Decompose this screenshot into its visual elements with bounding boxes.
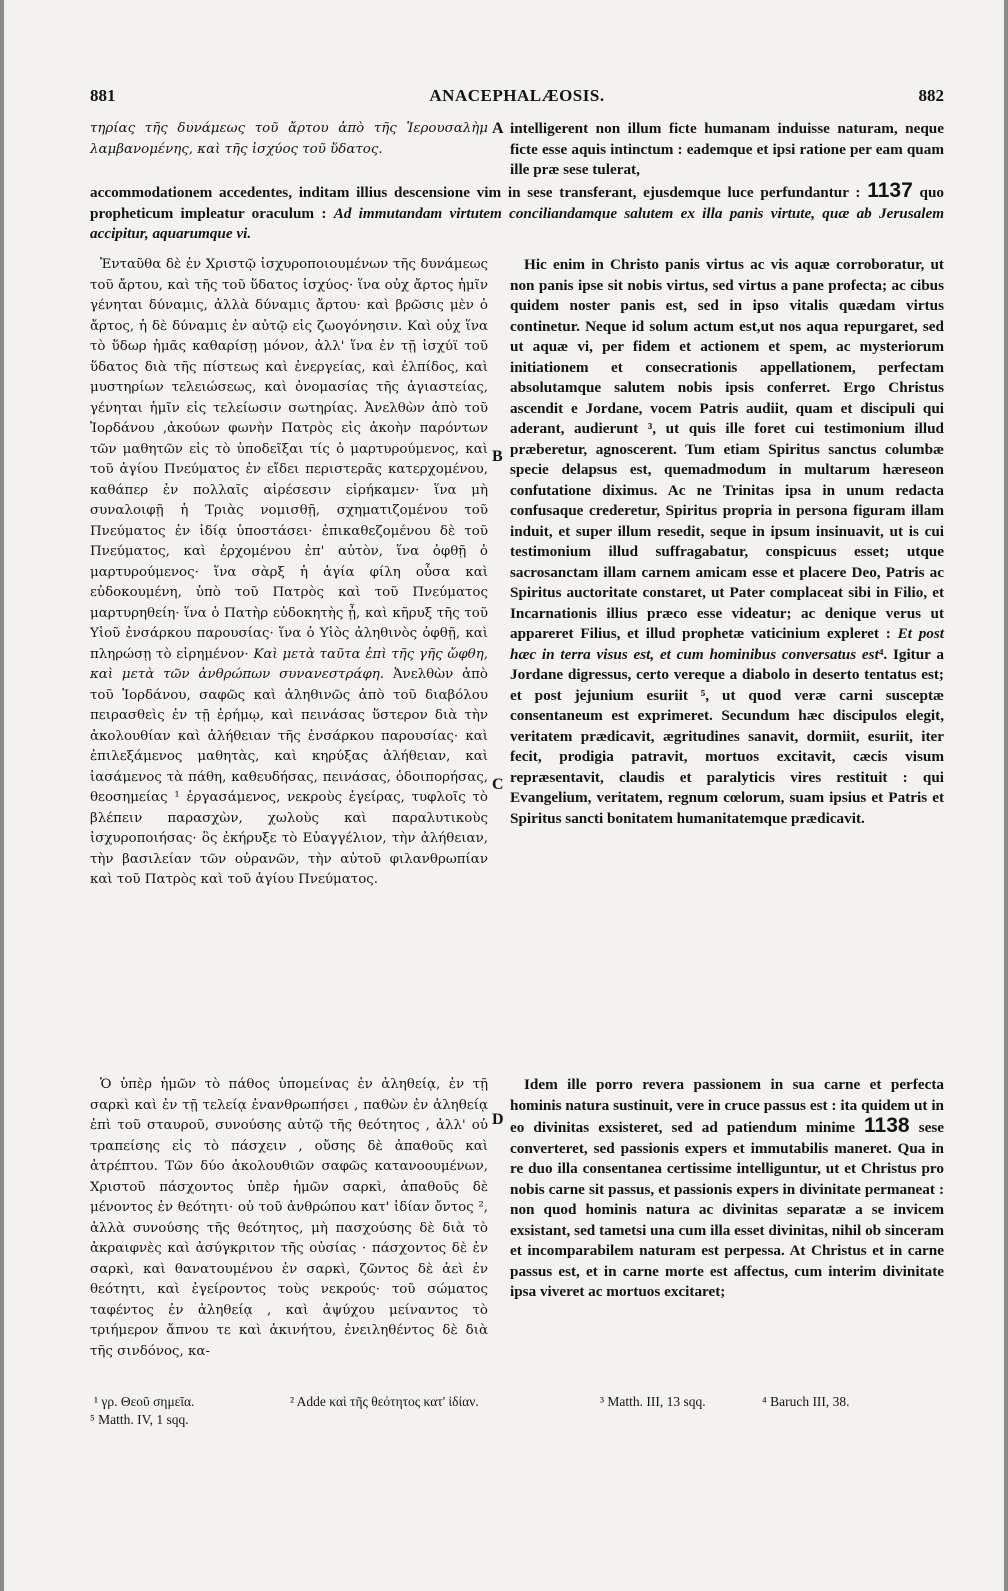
page-number-right: 882 bbox=[918, 86, 944, 105]
greek-paragraph-1 bbox=[90, 255, 488, 891]
full-width-paragraph bbox=[90, 181, 944, 245]
latin-paragraph-2-text: Idem ille porro revera passionem in sua carne et perfecta hominis natura sustinuit, vere in cruce passus est : ita quidem ut in eo divinitas exsisteret, sed ad patiendum minime bbox=[510, 1076, 944, 1136]
footnote-ref-4: ⁴ bbox=[878, 645, 884, 663]
greek-paragraph-2 bbox=[90, 1075, 488, 1362]
page-number-left: 881 bbox=[90, 86, 116, 105]
greek-paragraph-1-cont: Ἀνελθὼν ἀπὸ τοῦ Ἰορδάνου, σαφῶς καὶ ἀληθινῶς ἀπὸ τοῦ διαβόλου πειρασθεὶς ἐν τῇ ἐρήμῳ, καὶ πεινάσας ὕστερον διὰ τὴν ἀκολουθίαν καὶ ἀλήθειαν τῆς ἐνσάρκου παρουσίας· καὶ ἐπιλεξάμενος μαθητὰς, καὶ κηρύξας ἀλήθειαν, καὶ ἰασάμενος τὰ πάθη, καθευδήσας, πεινάσας, ὁδοιπορήσας, θεοσημείας ¹ ἐργασάμενος, νεκροὺς ἐγείρας, τυφλοῖς τὸ βλέπειν παρασχὼν, χωλοὺς καὶ παραλυτικοὺς ἰσχυροποιήσας· ὃς ἐκήρυξε τὸ Εὐαγγέλιον, τὴν ἀλήθειαν, τὴν βασιλείαν τῶν οὐρανῶν, τὴν αὐτοῦ φιλανθρωπίαν καὶ τοῦ Πατρὸς καὶ τοῦ ἁγίου Πνεύματος. bbox=[90, 667, 488, 887]
full-width-text-2: quo propheticum impleatur oraculum : bbox=[90, 184, 944, 222]
greek-paragraph-2-text: Ὁ ὑπὲρ ἡμῶν τὸ πάθος ὑπομείνας ἐν ἀληθείᾳ, ἐν τῇ σαρκὶ καὶ ἐν τῇ τελείᾳ ἐνανθρωπήσει , παθὼν ἐν ἀληθείᾳ ἐπὶ τοῦ σταυροῦ, συνούσης αὐτῷ τῆς θεότητος , ἀλλ' οὐ τραπείσης εἰς τὸ πάσχειν , οὔσης δὲ ἀπαθοῦς καὶ ἀτρέπτου. Τῶν δύο ἀκολουθιῶν σαφῶς κατανοουμένων, Χριστοῦ πάσχοντος ὑπὲρ ἡμῶν σαρκὶ, ἀπαθοῦς δὲ μένοντος ἐν θεότητι· οὐ τοῦ ἀνθρώπου κατ' ἰδίαν ὄντος ², ἀλλὰ συνούσης τῆς θεότητος, μὴ πασχούσης δὲ διὰ τὸ ἀκραιφνὲς καὶ ἀσύγκριτον τῆς οὐσίας · πάσχοντος δὲ ἐν σαρκὶ, καὶ θανατουμένου ἐν σαρκὶ, ζῶντος δὲ ἀεὶ ἐν θεότητι, καὶ ἐγείροντος τοὺς νεκρούς· τοῦ σώματος ταφέντος ἐν ἀληθείᾳ , καὶ ἀψύχου μείναντος τὸ τριήμερον ἄπνου τε καὶ ἀκινήτου, ἐνειληθέντος δὲ διὰ τῆς σινδόνος, κα- bbox=[90, 1077, 488, 1359]
column-number-1137: 1137 bbox=[867, 179, 913, 202]
running-title: ANACEPHALÆOSIS. bbox=[429, 86, 605, 105]
column-number-1138: 1138 bbox=[864, 1114, 910, 1137]
latin-scripture-quote: Et post hæc in terra visus est, et cum hominibus conversatus est bbox=[510, 625, 945, 663]
full-width-text: accommodationem accedentes, inditam illius descensione vim in sese transferant, ejusdemque luce perfundantur : bbox=[90, 184, 861, 201]
footnote-1: ¹ γρ. Θεοῦ σημεῖα. bbox=[94, 1394, 195, 1409]
running-header bbox=[90, 86, 944, 110]
latin-paragraph-1 bbox=[510, 255, 944, 829]
greek-continuation-text: τηρίας τῆς δυνάμεως τοῦ ἄρτου ἀπὸ τῆς Ἱερουσαλὴμ λαμβανομένης, καὶ τῆς ἰσχύος τοῦ ὕδατος. bbox=[90, 121, 488, 157]
latin-continuation-text: intelligerent non illum ficte humanam induisse naturam, neque ficte esse aquis intinctum : eademque et ipsi ratione per eam quam ille præ sese tulerat, bbox=[510, 120, 944, 178]
margin-marker-b: B bbox=[492, 448, 503, 465]
greek-paragraph-1-text: Ἐνταῦθα δὲ ἐν Χριστῷ ἰσχυροποιουμένων τῆς δυνάμεως τοῦ ἄρτου, καὶ τῆς τοῦ ὕδατος ἰσχύος· ἵνα οὐχ ἄρτος ἡμῖν γένηται δύναμις, ἀλλὰ δύναμις ἄρτου· καὶ βρῶσις μὲν ὁ ἄρτος, ἡ δὲ δύναμις ἐν αὐτῷ εἰς ζωογόνησιν. Καὶ οὐχ ἵνα τὸ ὕδωρ ἡμᾶς καθαρίσῃ μόνον, ἀλλ' ἵνα ἐν τῇ ἰσχύϊ τοῦ ὕδατος διὰ τῆς πίστεως καὶ ἐνεργείας, καὶ ἐλπίδος, καὶ μυστηρίων τελειώσεως, καὶ ὀνομασίας τῆς ἁγιαστείας, γένηται ἡμῖν εἰς τελείωσιν σωτηρίας. Ἀνελθὼν ἀπὸ τοῦ Ἰορδάνου ,ἀκούων φωνὴν Πατρὸς εἰς ἀκοὴν παρόντων τῶν μαθητῶν εἰς τὸ ὑποδεῖξαι τίς ὁ μαρτυρούμενος, καὶ τοῦ ἁγίου Πνεύματος ἐν εἴδει περιστερᾶς κατερχομένου, καθάπερ ἐν πολλαῖς αἱρέσεσιν εἰρήκαμεν· ἵνα μὴ συναλοιφῇ ἡ Τριὰς νομισθῇ, σχηματιζομένου τοῦ Πνεύματος ἐν ἰδίᾳ ὑποστάσει· ἐπικαθεζομένου δὲ τοῦ Πνεύματος, καὶ ἐρχομένου ἐπ' αὐτὸν, ἵνα ὀφθῇ ὁ μαρτυρούμενος· ἵνα σὰρξ ἡ ἁγία φίλη οὖσα καὶ εὐδοκουμένη, ὑπὸ τοῦ Πατρὸς καὶ τοῦ Πνεύματος μαρτυρηθείη· ἵνα ὁ Πατὴρ εὐδοκητὴς ᾖ, καὶ κῆρυξ τῆς τοῦ Υἱοῦ ἐνσάρκου παρουσίας· ἵνα ὁ Υἱὸς ἀληθινὸς ὀφθῇ, καὶ πληρώσῃ τὸ εἰρημένον· bbox=[90, 257, 488, 662]
latin-paragraph-2 bbox=[510, 1075, 944, 1303]
footnote-2: ² Adde καὶ τῆς θεότητος κατ' ἰδίαν. bbox=[290, 1394, 479, 1409]
greek-continuation bbox=[90, 119, 488, 160]
footnote-3: ³ Matth. III, 13 sqq. bbox=[600, 1394, 706, 1409]
book-page bbox=[4, 0, 1004, 1591]
greek-scripture-quote: Καὶ μετὰ ταῦτα ἐπὶ τῆς γῆς ὤφθη, καὶ μετὰ τῶν ἀνθρώπων συνανεστράφη. bbox=[90, 646, 488, 682]
latin-paragraph-1-cont: . Igitur a Jordane digressus, certo vereque a diabolo in deserto tentatus est; et post jejunium esuriit ⁵, ut quod veræ carni susceptæ consentaneum est exprimeret. Secundum hæc discipulos elegit, veritatem prædicavit, ægritudines sanavit, dormiit, esuriit, iter fecit, prodigia patravit, mortuos excitavit, cæcis visum repræsentavit, claudis et paralyticis vires restituit : qui Evangelium, veritatem, regnum cœlorum, suam ipsius et Patris et Spiritus sancti bonitatem humanitatemque prædicavit. bbox=[510, 645, 944, 827]
latin-paragraph-2-cont: sese converteret, sed passionis expers et immutabilis maneret. Qua in re duo illa consentanea certissime intelliguntur, ut et Christus pro nobis carne sit passus, et passionis expers in divinitate permaneat : non quod hominis natura ac divinitas separatæ a se invicem exsistant, sed tametsi una cum illa esset divinitas, nihil ob sinceram et incomparabilem naturam est perpessa. At Christus et in carne passus est, et in carne morte est affectus, cum interim divinitate ipsa viveret ac mortuos excitaret; bbox=[510, 1119, 944, 1300]
latin-paragraph-1-text: Hic enim in Christo panis virtus ac vis aquæ corroboratur, ut non panis ipse sit nobis virtus, sed virtus a pane profecta; ac cibus quidem noster panis est, sed in ipso vitalis quædam virtus continetur. Neque id solum actum est,ut nos aqua repurgaret, sed ut aquæ vi, per fidem et actionem et spem, ac mysteriorum initiationem et consecrationis appellationem, perfectam absolutamque salutem nobis ipsis conferret. Ergo Christus ascendit e Jordane, vocem Patris audiit, quam et discipuli qui aderant, audierunt ³, ut quis ille foret cui testimonium illud præberetur, agnoscerent. Tum etiam Spiritus sanctus columbæ specie delapsus est, quemadmodum in multarum hæreseon confutatione diximus. Ac ne Trinitas ipsa in unum redacta confusaque crederetur, Spiritus propria in persona figuram illam induit, et super illum resedit, seque in ipsum insinuavit, ut is cui testimonium illud suffragabatur, conspicuus esset; utque sacrosanctam illam carnem amicam esse et placere Deo, Patris ac Spiritus auctoritate constaret, ut Pater complaceat sibi in Filio, et Incarnationis illius præco esse videatur; ac denique verus ut appareret Filius, et illud prophetæ vaticinium expleret : bbox=[510, 256, 944, 642]
margin-marker-d: D bbox=[492, 1111, 504, 1128]
prophecy-quote: Ad immutandam virtutem conciliandamque salutem ex illa panis virtute, quæ ab Jerusalem accipitur, aquarumque vi. bbox=[90, 204, 945, 242]
margin-marker-a: A bbox=[492, 120, 504, 137]
latin-continuation bbox=[510, 119, 944, 181]
footnote-5: ⁵ Matth. IV, 1 sqq. bbox=[90, 1412, 189, 1427]
margin-marker-c: C bbox=[492, 776, 504, 793]
footnote-4: ⁴ Baruch III, 38. bbox=[762, 1394, 850, 1409]
